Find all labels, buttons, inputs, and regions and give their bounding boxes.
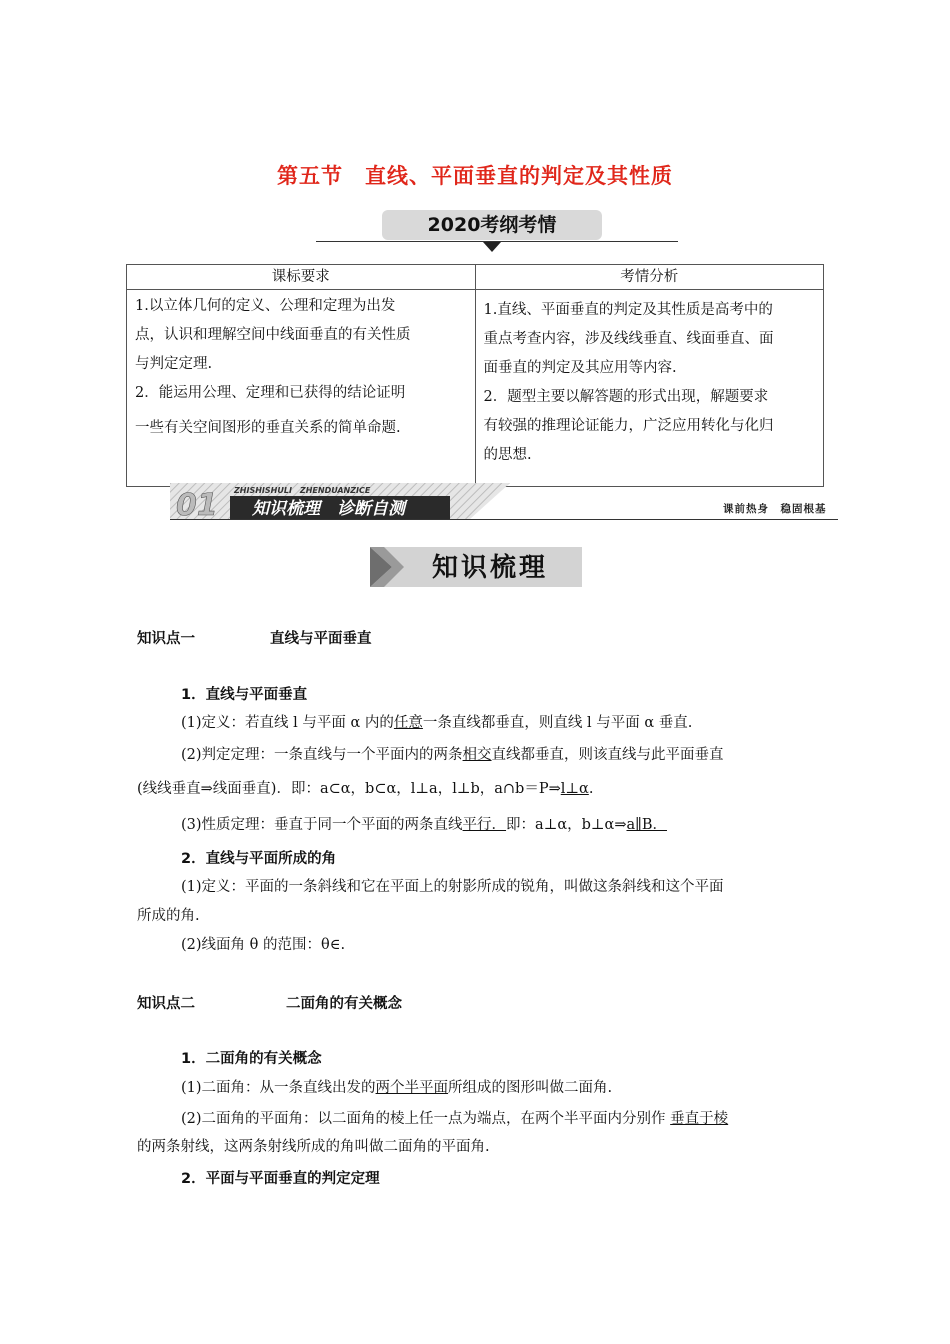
answer-blank: 相交 [462, 747, 492, 763]
requirement-line: 1.以立体几何的定义、公理和定理为出发 [135, 298, 396, 314]
kp1-title: 直线与平面垂直 [270, 631, 372, 647]
kp1-definition [181, 713, 692, 733]
text-run: 直线都垂直，则该直线与此平面垂直 [491, 747, 724, 763]
text-run: . [588, 781, 594, 797]
section-subtitle: 课前热身 稳固根基 [723, 503, 827, 515]
requirement-line: 与判定定理. [135, 356, 213, 372]
section-number: 01 [176, 488, 218, 519]
kp2-dihedral [181, 1078, 612, 1098]
kp2-plane-angle-cont: 的两条射线，这两条射线所成的角叫做二面角的平面角. [137, 1139, 490, 1155]
requirements-cell [127, 290, 476, 487]
answer-blank: 任意 [393, 715, 423, 731]
requirement-line: 点，认识和理解空间中线面垂直的有关性质 [135, 327, 411, 343]
section-label: 知识梳理 诊断自测 [252, 499, 405, 519]
analysis-line: 重点考查内容，涉及线线垂直、线面垂直、面 [483, 331, 774, 347]
text-run: 所组成的图形叫做二面角. [448, 1080, 613, 1096]
kp1-property [181, 815, 667, 835]
kp1-angle-def-cont: 所成的角. [137, 908, 200, 924]
requirement-line: 2．能运用公理、定理和已获得的结论证明 [135, 385, 406, 401]
kp1-heading-2: 2．直线与平面所成的角 [181, 851, 337, 867]
kp2-title: 二面角的有关概念 [286, 996, 402, 1012]
analysis-line: 有较强的推理论证能力，广泛应用转化与化归 [483, 418, 774, 434]
requirement-line: 一些有关空间图形的垂直关系的简单命题. [135, 420, 401, 436]
section-banner [170, 483, 510, 519]
text-run: (1)定义：若直线 l 与平面 α 内的 [181, 715, 394, 731]
text-run: (1)二面角：从一条直线出发的 [181, 1080, 376, 1096]
text-run: (3)性质定理：垂直于同一个平面的两条直线 [181, 817, 463, 833]
page-title: 第五节 直线、平面垂直的判定及其性质 [277, 164, 673, 188]
text-run: 一条直线都垂直，则直线 l 与平面 α 垂直. [422, 715, 693, 731]
kp2-label: 知识点二 [137, 996, 195, 1012]
answer-blank: 两个半平面 [375, 1080, 449, 1096]
answer-blank: 垂直于棱 [670, 1111, 729, 1127]
section-rule [170, 519, 838, 520]
kp2-heading-2: 2．平面与平面垂直的判定定理 [181, 1171, 380, 1187]
kp1-heading-1: 1．直线与平面垂直 [181, 687, 308, 703]
knowledge-heading: 知识梳理 [431, 553, 549, 583]
answer-blank: l⊥α [560, 781, 589, 797]
answer-blank: a∥B． [626, 817, 667, 833]
table-header-requirements: 课标要求 [127, 265, 476, 290]
exam-banner: 2020考纲考情 [382, 210, 602, 240]
kp1-judgement [181, 745, 724, 765]
table-header-analysis: 考情分析 [475, 265, 824, 290]
analysis-line: 面垂直的判定及其应用等内容. [483, 360, 677, 376]
kp2-heading-1: 1．二面角的有关概念 [181, 1051, 322, 1067]
text-run: (2)判定定理：一条直线与一个平面内的两条 [181, 747, 463, 763]
requirements-table [126, 264, 824, 487]
section-pinyin: ZHISHISHULI ZHENDUANZICE [234, 486, 371, 495]
text-run: 即：a⊥α，b⊥α⇒ [506, 817, 627, 833]
analysis-line: 2．题型主要以解答题的形式出现，解题要求 [483, 389, 769, 405]
analysis-cell [475, 290, 824, 487]
kp1-judgement-cont [137, 779, 593, 799]
answer-blank: 平行． [462, 817, 507, 833]
knowledge-heading-box [370, 547, 582, 587]
kp1-angle-range: (2)线面角 θ 的范围：θ∈. [181, 937, 346, 953]
analysis-line: 1.直线、平面垂直的判定及其性质是高考中的 [483, 302, 773, 318]
kp1-label: 知识点一 [137, 631, 195, 647]
kp1-angle-def: (1)定义：平面的一条斜线和它在平面上的射影所成的锐角，叫做这条斜线和这个平面 [181, 879, 724, 895]
analysis-line: 的思想. [483, 447, 532, 463]
banner-arrow-icon [483, 242, 501, 252]
text-run: (线线垂直⇒线面垂直)．即：a⊂α，b⊂α，l⊥a，l⊥b，a∩b＝P⇒ [137, 781, 561, 797]
kp2-plane-angle [181, 1109, 728, 1129]
text-run: (2)二面角的平面角：以二面角的棱上任一点为端点，在两个半平面内分别作 [181, 1111, 671, 1127]
